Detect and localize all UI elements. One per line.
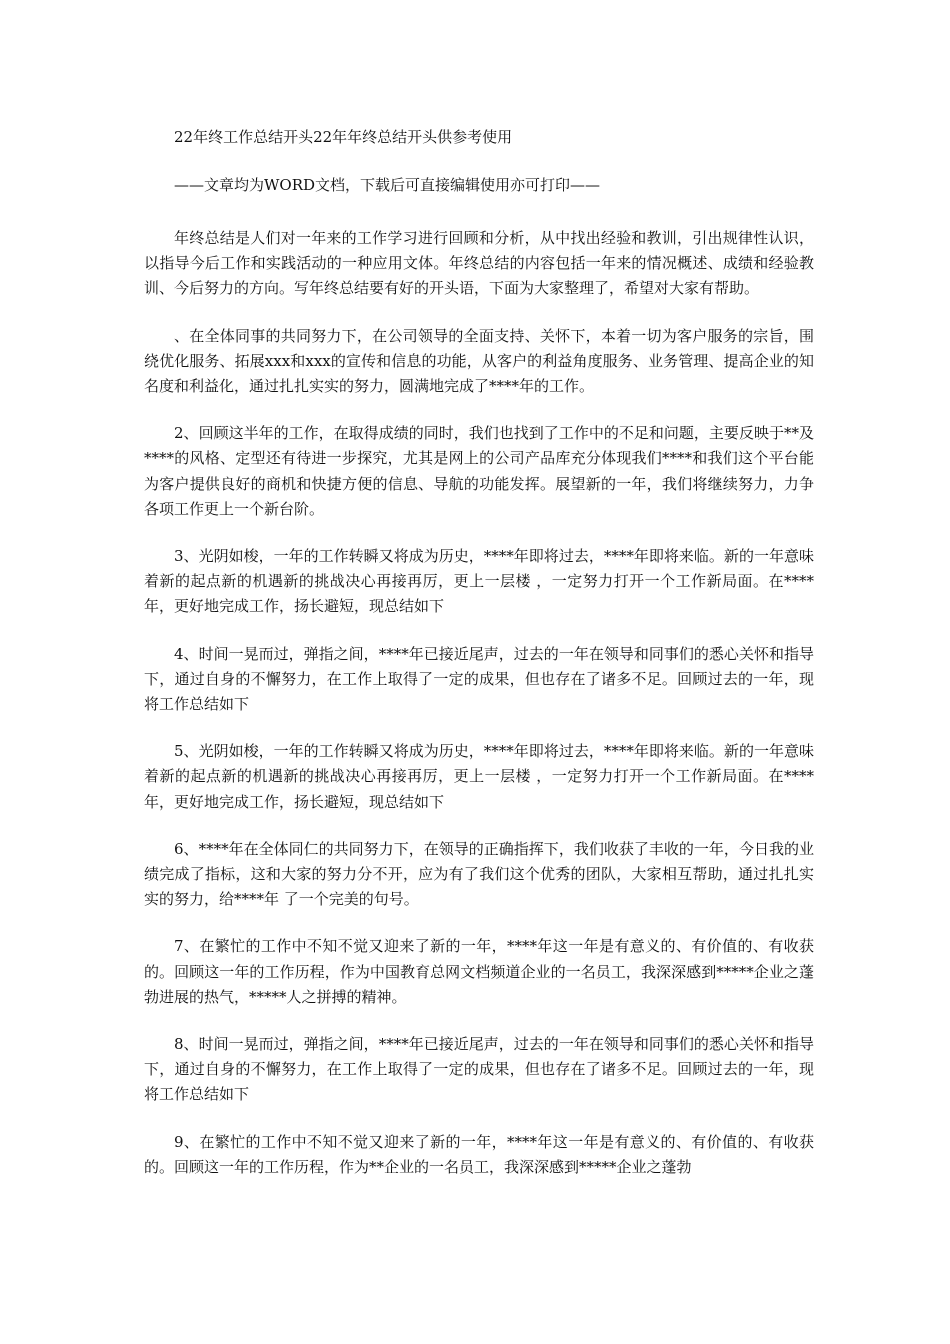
- document-body: [144, 124, 814, 1180]
- paragraph-intro: 年终总结是人们对一年来的工作学习进行回顾和分析，从中找出经验和教训，引出规律性认识，以指导今后工作和实践活动的一种应用文体。年终总结的内容包括一年来的情况概述、成绩和经验教训、今后努力的方向。写年终总结要有好的开头语，下面为大家整理了，希望对大家有帮助。: [144, 229, 814, 298]
- paragraph-4: 4、时间一晃而过，弹指之间，****年已接近尾声，过去的一年在领导和同事们的悉心关怀和指导下，通过自身的不懈努力，在工作上取得了一定的成果，但也存在了诸多不足。回顾过去的一年，现将工作总结如下: [144, 644, 814, 714]
- paragraph-7: 7、在繁忙的工作中不知不觉又迎来了新的一年，****年这一年是有意义的、有价值的、有收获的。回顾这一年的工作历程，作为中国教育总网文档频道企业的一名员工，我深深感到*****企业之蓬勃进展的热气，*****人之拼搏的精神。: [144, 937, 814, 1006]
- paragraph-2: 2、回顾这半年的工作，在取得成绩的同时，我们也找到了工作中的不足和问题，主要反映于**及****的风格、定型还有待进一步探究，尤其是网上的公司产品库充分体现我们****和我们这个平台能为客户提供良好的商机和快捷方便的信息、导航的功能发挥。展望新的一年，我们将继续努力，力争各项工作更上一个新台阶。: [144, 424, 814, 518]
- document-subtitle: ——文章均为WORD文档，下载后可直接编辑使用亦可打印——: [174, 176, 601, 194]
- paragraph-1: 、在全体同事的共同努力下，在公司领导的全面支持、关怀下，本着一切为客户服务的宗旨，围绕优化服务、拓展xxx和xxx的宣传和信息的功能，从客户的利益角度服务、业务管理、提高企业的知名度和利益化，通过扎扎实实的努力，圆满地完成了****年的工作。: [144, 326, 814, 396]
- paragraph-9: 9、在繁忙的工作中不知不觉又迎来了新的一年，****年这一年是有意义的、有价值的、有收获的。回顾这一年的工作历程，作为**企业的一名员工，我深深感到*****企业之蓬勃: [144, 1132, 814, 1176]
- paragraph-3: 3、光阴如梭，一年的工作转瞬又将成为历史，****年即将过去，****年即将来临。新的一年意味着新的起点新的机遇新的挑战决心再接再厉，更上一层楼 ，一定努力打开一个工作新局面。在****年，更好地完成工作，扬长避短，现总结如下: [144, 547, 814, 616]
- paragraph-5: 5、光阴如梭，一年的工作转瞬又将成为历史，****年即将过去，****年即将来临。新的一年意味着新的起点新的机遇新的挑战决心再接再厉，更上一层楼 ，一定努力打开一个工作新局面。在****年，更好地完成工作，扬长避短，现总结如下: [144, 742, 814, 811]
- paragraph-6: 6、****年在全体同仁的共同努力下，在领导的正确指挥下，我们收获了丰收的一年，今日我的业绩完成了指标，这和大家的努力分不开，应为有了我们这个优秀的团队，大家相互帮助，通过扎扎实实的努力，给****年 了一个完美的句号。: [144, 839, 814, 909]
- document-title: 22年终工作总结开头22年年终总结开头供参考使用: [174, 128, 513, 146]
- paragraph-8: 8、时间一晃而过，弹指之间，****年已接近尾声，过去的一年在领导和同事们的悉心关怀和指导下，通过自身的不懈努力，在工作上取得了一定的成果，但也存在了诸多不足。回顾过去的一年，现将工作总结如下: [144, 1035, 814, 1104]
